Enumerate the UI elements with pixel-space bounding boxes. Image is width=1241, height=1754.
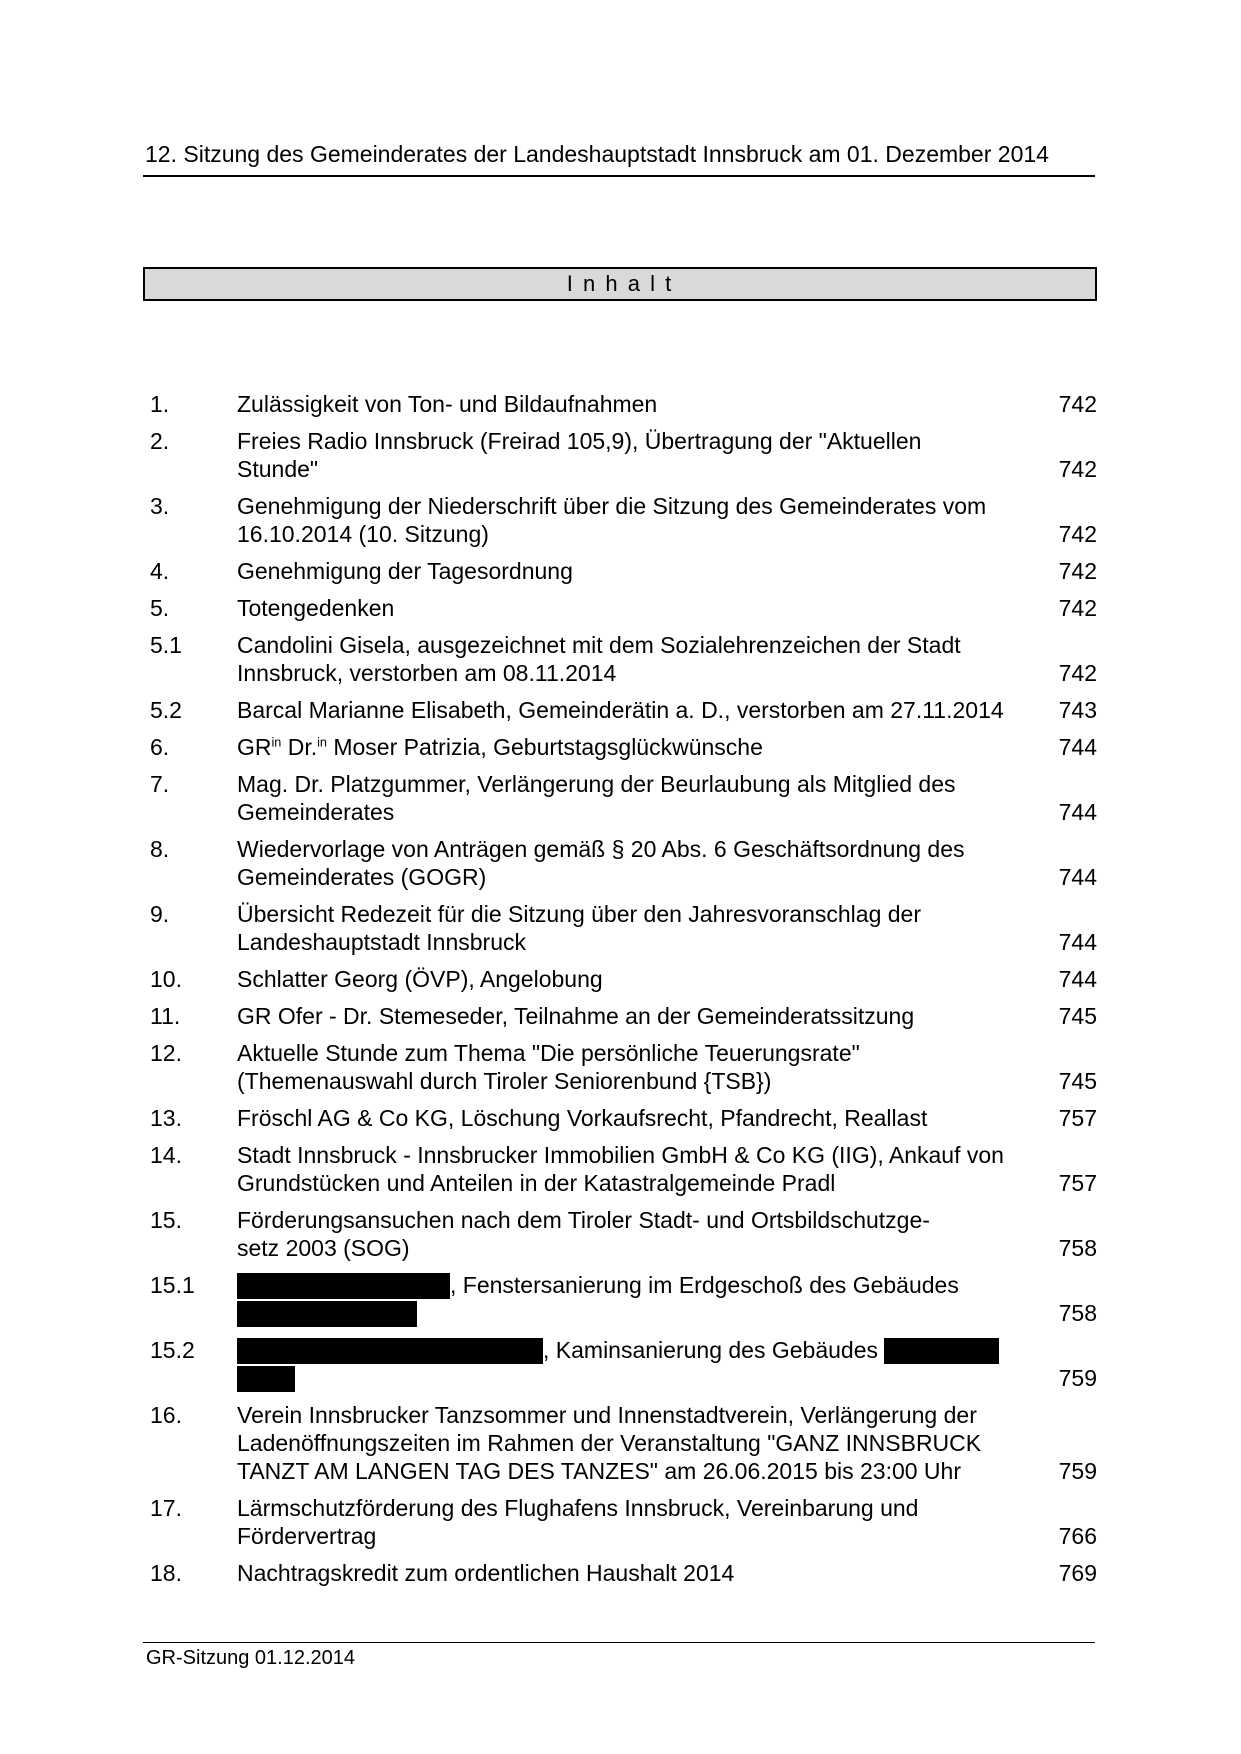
toc-item-number: 15.1 <box>150 1272 195 1298</box>
toc-item-number: 18. <box>150 1560 182 1586</box>
toc-item-lines <box>237 1039 1027 1095</box>
toc-line: Landeshauptstadt Innsbruck <box>237 929 526 955</box>
toc-item-lines <box>237 965 1027 993</box>
toc-item <box>143 1206 1097 1262</box>
toc-item-number: 17. <box>150 1495 182 1521</box>
toc-item-lines <box>237 1494 1027 1550</box>
toc-item-lines <box>237 770 1027 826</box>
toc-item <box>143 594 1097 622</box>
toc-item-page: 742 <box>1058 521 1097 547</box>
toc-item <box>143 1002 1097 1030</box>
toc-item-lines <box>237 1104 1027 1132</box>
toc-item-number: 7. <box>150 771 170 797</box>
toc-item-page: 759 <box>1058 1365 1097 1391</box>
toc-line: Genehmigung der Tagesordnung <box>237 558 573 584</box>
toc-item-lines <box>237 427 1027 483</box>
toc-line: Innsbruck, verstorben am 08.11.2014 <box>237 660 617 686</box>
toc-item-number: 11. <box>150 1003 181 1029</box>
toc-item-lines <box>237 900 1027 956</box>
toc-line: $GR^{in}$ Dr.$^{in}$ Moser Patrizia, Geburtstagsglückwünsche <box>237 734 763 760</box>
toc-line: Stunde" <box>237 456 319 482</box>
page-title: 12. Sitzung des Gemeinderates der Landeshauptstadt Innsbruck am 01. Dezember 2014 <box>145 141 1049 167</box>
toc-item-lines <box>237 557 1027 585</box>
toc-item <box>143 390 1097 418</box>
toc-item-lines <box>237 1141 1027 1197</box>
redaction-bar <box>237 1366 295 1392</box>
inhalt-box <box>143 267 1097 301</box>
toc-line: Barcal Marianne Elisabeth, Gemeinderätin a. D., verstorben am 27.11.2014 <box>237 697 1004 723</box>
toc-line: Verein Innsbrucker Tanzsommer und Innenstadtverein, Verlängerung der <box>237 1402 977 1428</box>
toc-line: Aktuelle Stunde zum Thema "Die persönliche Teuerungsrate" <box>237 1040 860 1066</box>
toc-item <box>143 1039 1097 1095</box>
toc-line: TANZT AM LANGEN TAG DES TANZES" am 26.06.2015 bis 23:00 Uhr <box>237 1458 961 1484</box>
toc-item-number: 10. <box>150 966 182 992</box>
toc-item-lines <box>237 492 1027 548</box>
toc-item-page: 744 <box>1058 864 1097 890</box>
toc-item-number: 9. <box>150 901 170 927</box>
toc-item-page: 742 <box>1058 558 1097 584</box>
toc-item <box>143 965 1097 993</box>
toc-item-page: 759 <box>1058 1458 1097 1484</box>
redaction-bar <box>237 1273 450 1299</box>
toc-item-lines <box>237 631 1027 687</box>
superscript-text: in <box>317 735 327 750</box>
toc-item-page: 758 <box>1058 1300 1097 1326</box>
toc-line: Fröschl AG & Co KG, Löschung Vorkaufsrecht, Pfandrecht, Reallast <box>237 1105 928 1131</box>
toc-item <box>143 900 1097 956</box>
toc-line: Totengedenken <box>237 595 395 621</box>
inhalt-label: I n h a l t <box>566 271 674 296</box>
toc-item-number: 12. <box>150 1040 182 1066</box>
toc-item-page: 742 <box>1058 456 1097 482</box>
redaction-bar <box>237 1301 417 1327</box>
toc-item <box>143 1401 1097 1485</box>
toc-line <box>237 1364 1027 1392</box>
toc-item-number: 15.2 <box>150 1337 195 1363</box>
toc-item-number: 5.2 <box>150 697 182 723</box>
toc-item-page: 743 <box>1058 697 1097 723</box>
toc-line: Wiedervorlage von Anträgen gemäß § 20 Abs. 6 Geschäftsordnung des <box>237 836 965 862</box>
toc-item-lines <box>237 1002 1027 1030</box>
toc-item <box>143 1494 1097 1550</box>
toc-line: Schlatter Georg (ÖVP), Angelobung <box>237 966 603 992</box>
toc-item-lines <box>237 1271 1027 1327</box>
toc-item <box>143 427 1097 483</box>
toc-line: Stadt Innsbruck - Innsbrucker Immobilien GmbH & Co KG (IIG), Ankauf von <box>237 1142 1004 1168</box>
toc-item-page: 758 <box>1058 1235 1097 1261</box>
toc-item-number: 15. <box>150 1207 182 1233</box>
toc-line: 16.10.2014 (10. Sitzung) <box>237 521 489 547</box>
toc-item <box>143 492 1097 548</box>
toc-line: Nachtragskredit zum ordentlichen Haushalt 2014 <box>237 1560 735 1586</box>
toc-line: Zulässigkeit von Ton- und Bildaufnahmen <box>237 391 658 417</box>
toc-item-number: 13. <box>150 1105 182 1131</box>
toc-item <box>143 631 1097 687</box>
toc-item-page: 757 <box>1058 1170 1097 1196</box>
toc-line: Candolini Gisela, ausgezeichnet mit dem Sozialehrenzeichen der Stadt <box>237 632 961 658</box>
toc-item-lines <box>237 594 1027 622</box>
toc-item-lines <box>237 390 1027 418</box>
toc-item-lines <box>237 1206 1027 1262</box>
toc-line: Lärmschutzförderung des Flughafens Innsbruck, Vereinbarung und <box>237 1495 919 1521</box>
toc-item-lines <box>237 1401 1027 1485</box>
redaction-bar <box>884 1338 999 1364</box>
toc-item-page: 769 <box>1058 1560 1097 1586</box>
toc-item-lines <box>237 733 1027 761</box>
toc-line: , Fenstersanierung im Erdgeschoß des Gebäudes <box>237 1271 1027 1299</box>
toc-item-number: 6. <box>150 734 170 760</box>
toc-item <box>143 1104 1097 1132</box>
toc-item-number: 5.1 <box>150 632 182 658</box>
toc-item <box>143 696 1097 724</box>
toc-item-page: 744 <box>1058 799 1097 825</box>
toc-item-lines <box>237 1559 1027 1587</box>
toc-line: Genehmigung der Niederschrift über die Sitzung des Gemeinderates vom <box>237 493 987 519</box>
toc-item-page: 742 <box>1058 595 1097 621</box>
toc-line: GR Ofer - Dr. Stemeseder, Teilnahme an der Gemeinderatssitzung <box>237 1003 915 1029</box>
toc-line <box>237 1299 1027 1327</box>
toc-item-number: 4. <box>150 558 170 584</box>
toc-item <box>143 1271 1097 1327</box>
toc-item-number: 16. <box>150 1402 182 1428</box>
toc-item-lines <box>237 835 1027 891</box>
toc-line: Grundstücken und Anteilen in der Katastralgemeinde Pradl <box>237 1170 836 1196</box>
toc-item-page: 742 <box>1058 660 1097 686</box>
toc-line: Übersicht Redezeit für die Sitzung über den Jahresvoranschlag der <box>237 901 921 927</box>
toc-item-page: 742 <box>1058 391 1097 417</box>
toc-item-page: 745 <box>1058 1068 1097 1094</box>
toc-line: Gemeinderates <box>237 799 395 825</box>
superscript-text: in <box>271 735 282 750</box>
toc-line: (Themenauswahl durch Tiroler Seniorenbund {TSB}) <box>237 1068 772 1094</box>
toc-line: Freies Radio Innsbruck (Freirad 105,9), Übertragung der "Aktuellen <box>237 428 922 454</box>
toc-item-number: 1. <box>150 391 170 417</box>
toc-item <box>143 1141 1097 1197</box>
toc-item <box>143 835 1097 891</box>
footer-text: GR-Sitzung 01.12.2014 <box>146 1647 356 1669</box>
toc-item <box>143 1559 1097 1587</box>
toc-list <box>143 390 1097 1596</box>
toc-item <box>143 1336 1097 1392</box>
toc-item-number: 5. <box>150 595 170 621</box>
redaction-bar <box>237 1338 543 1364</box>
toc-item-page: 766 <box>1058 1523 1097 1549</box>
toc-line: Förderungsansuchen nach dem Tiroler Stadt- und Ortsbildschutzge- <box>237 1207 930 1233</box>
toc-item-page: 745 <box>1058 1003 1097 1029</box>
toc-line: , Kaminsanierung des Gebäudes <box>237 1336 1027 1364</box>
toc-line: Ladenöffnungszeiten im Rahmen der Veranstaltung "GANZ INNSBRUCK <box>237 1430 982 1456</box>
toc-line: Gemeinderates (GOGR) <box>237 864 487 890</box>
toc-item <box>143 770 1097 826</box>
toc-item-page: 744 <box>1058 734 1097 760</box>
toc-item <box>143 733 1097 761</box>
toc-line: Mag. Dr. Platzgummer, Verlängerung der Beurlaubung als Mitglied des <box>237 771 956 797</box>
toc-item <box>143 557 1097 585</box>
toc-item-page: 744 <box>1058 929 1097 955</box>
toc-item-page: 757 <box>1058 1105 1097 1131</box>
toc-item-lines <box>237 696 1027 724</box>
toc-item-number: 3. <box>150 493 170 519</box>
title-divider <box>143 175 1095 177</box>
toc-item-page: 744 <box>1058 966 1097 992</box>
footer-divider <box>143 1642 1095 1643</box>
toc-line: Fördervertrag <box>237 1523 377 1549</box>
toc-item-lines <box>237 1336 1027 1392</box>
toc-item-number: 14. <box>150 1142 182 1168</box>
toc-line: setz 2003 (SOG) <box>237 1235 410 1261</box>
toc-item-number: 2. <box>150 428 170 454</box>
toc-item-number: 8. <box>150 836 170 862</box>
